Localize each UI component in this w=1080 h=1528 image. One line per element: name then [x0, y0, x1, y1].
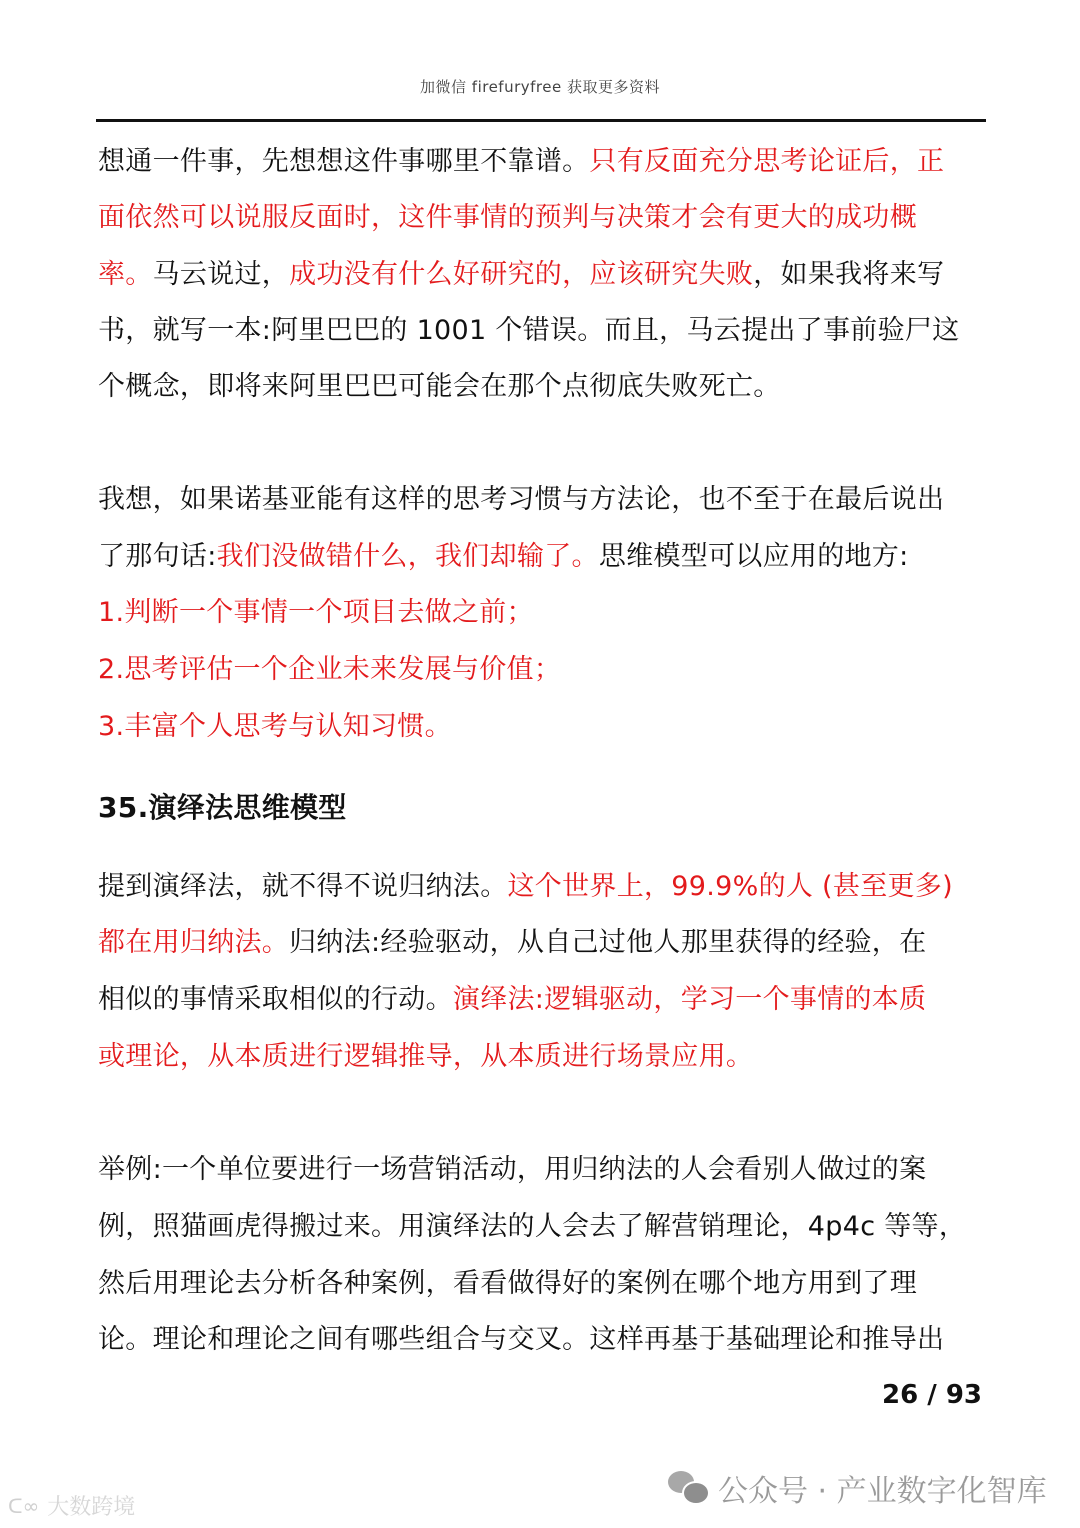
highlighted-text: 2.思考评估一个企业未来发展与价值；	[98, 654, 562, 685]
highlighted-text: 只有反面充分思考论证后，正	[589, 146, 945, 177]
body-text: 我想，如果诺基亚能有这样的思考习惯与方法论，也不至于在最后说出	[98, 484, 945, 515]
body-text: ，如果我将来写	[753, 259, 945, 290]
text-line	[98, 1322, 988, 1358]
brand-watermark	[8, 1490, 135, 1521]
wechat-watermark	[668, 1466, 1047, 1510]
highlighted-text: 都在用归纳法。	[98, 927, 290, 958]
highlighted-text: 演绎法:逻辑驱动，学习一个事情的本质	[452, 984, 927, 1015]
body-text: 提到演绎法，就不得不说归纳法。	[98, 871, 508, 902]
body-text: 思维模型可以应用的地方:	[598, 541, 909, 572]
highlighted-text: 这个世界上，99.9%的人 (甚至更多)	[507, 871, 953, 902]
highlighted-text: 面依然可以说服反面时，这件事情的预判与决策才会有更大的成功概	[98, 202, 917, 233]
text-line	[98, 652, 988, 688]
highlighted-text: 成功没有什么好研究的，应该研究失败	[289, 259, 754, 290]
body-text: 马云说过，	[152, 259, 290, 290]
body-text: 论。理论和理论之间有哪些组合与交叉。这样再基于基础理论和推导出	[98, 1324, 945, 1355]
section-heading	[98, 790, 988, 826]
text-line	[98, 1039, 988, 1075]
text-line	[98, 709, 988, 745]
page-header: 加微信 firefuryfree 获取更多资料	[420, 78, 660, 96]
wechat-icon	[668, 1471, 708, 1505]
header-divider	[96, 119, 986, 122]
highlighted-text: 1.判断一个事情一个项目去做之前；	[98, 597, 534, 628]
highlighted-text: 或理论，从本质进行逻辑推导，从本质进行场景应用。	[98, 1041, 754, 1072]
text-line	[98, 200, 988, 236]
text-line	[98, 595, 988, 631]
body-text: 归纳法:经验驱动，从自己过他人那里获得的经验，在	[289, 927, 927, 958]
brand-watermark-text: 大数跨境	[47, 1495, 136, 1520]
body-text: 例，照猫画虎得搬过来。用演绎法的人会去了解营销理论，4p4c 等等，	[98, 1211, 967, 1242]
text-line	[98, 369, 988, 405]
body-text: 相似的事情采取相似的行动。	[98, 984, 453, 1015]
text-line	[98, 539, 988, 575]
body-text: 35.演绎法思维模型	[98, 791, 347, 824]
text-line	[98, 482, 988, 518]
body-text: 然后用理论去分析各种案例，看看做得好的案例在哪个地方用到了理	[98, 1268, 917, 1299]
text-line	[98, 869, 988, 905]
text-line	[98, 313, 988, 349]
highlighted-text: 率。	[98, 259, 153, 290]
body-text: 举例:一个单位要进行一场营销活动，用归纳法的人会看别人做过的案	[98, 1154, 927, 1185]
text-line	[98, 1152, 988, 1188]
highlighted-text: 我们没做错什么，我们却输了。	[216, 541, 599, 572]
text-line	[98, 257, 988, 293]
text-line	[98, 925, 988, 961]
text-line	[98, 982, 988, 1018]
page-number: 26 / 93	[882, 1380, 982, 1410]
wechat-watermark-text: 公众号 · 产业数字化智库	[718, 1474, 1047, 1509]
text-line	[98, 1266, 988, 1302]
body-text: 想通一件事，先想想这件事哪里不靠谱。	[98, 146, 590, 177]
highlighted-text: 3.丰富个人思考与认知习惯。	[98, 711, 452, 742]
text-line	[98, 1209, 988, 1245]
body-text: 书，就写一本:阿里巴巴的 1001 个错误。而且，马云提出了事前验尸这	[98, 315, 960, 346]
body-text: 了那句话:	[98, 541, 217, 572]
text-line	[98, 144, 988, 180]
brand-logo-icon: ᑕ∞	[8, 1493, 40, 1518]
body-text: 个概念，即将来阿里巴巴可能会在那个点彻底失败死亡。	[98, 371, 781, 402]
